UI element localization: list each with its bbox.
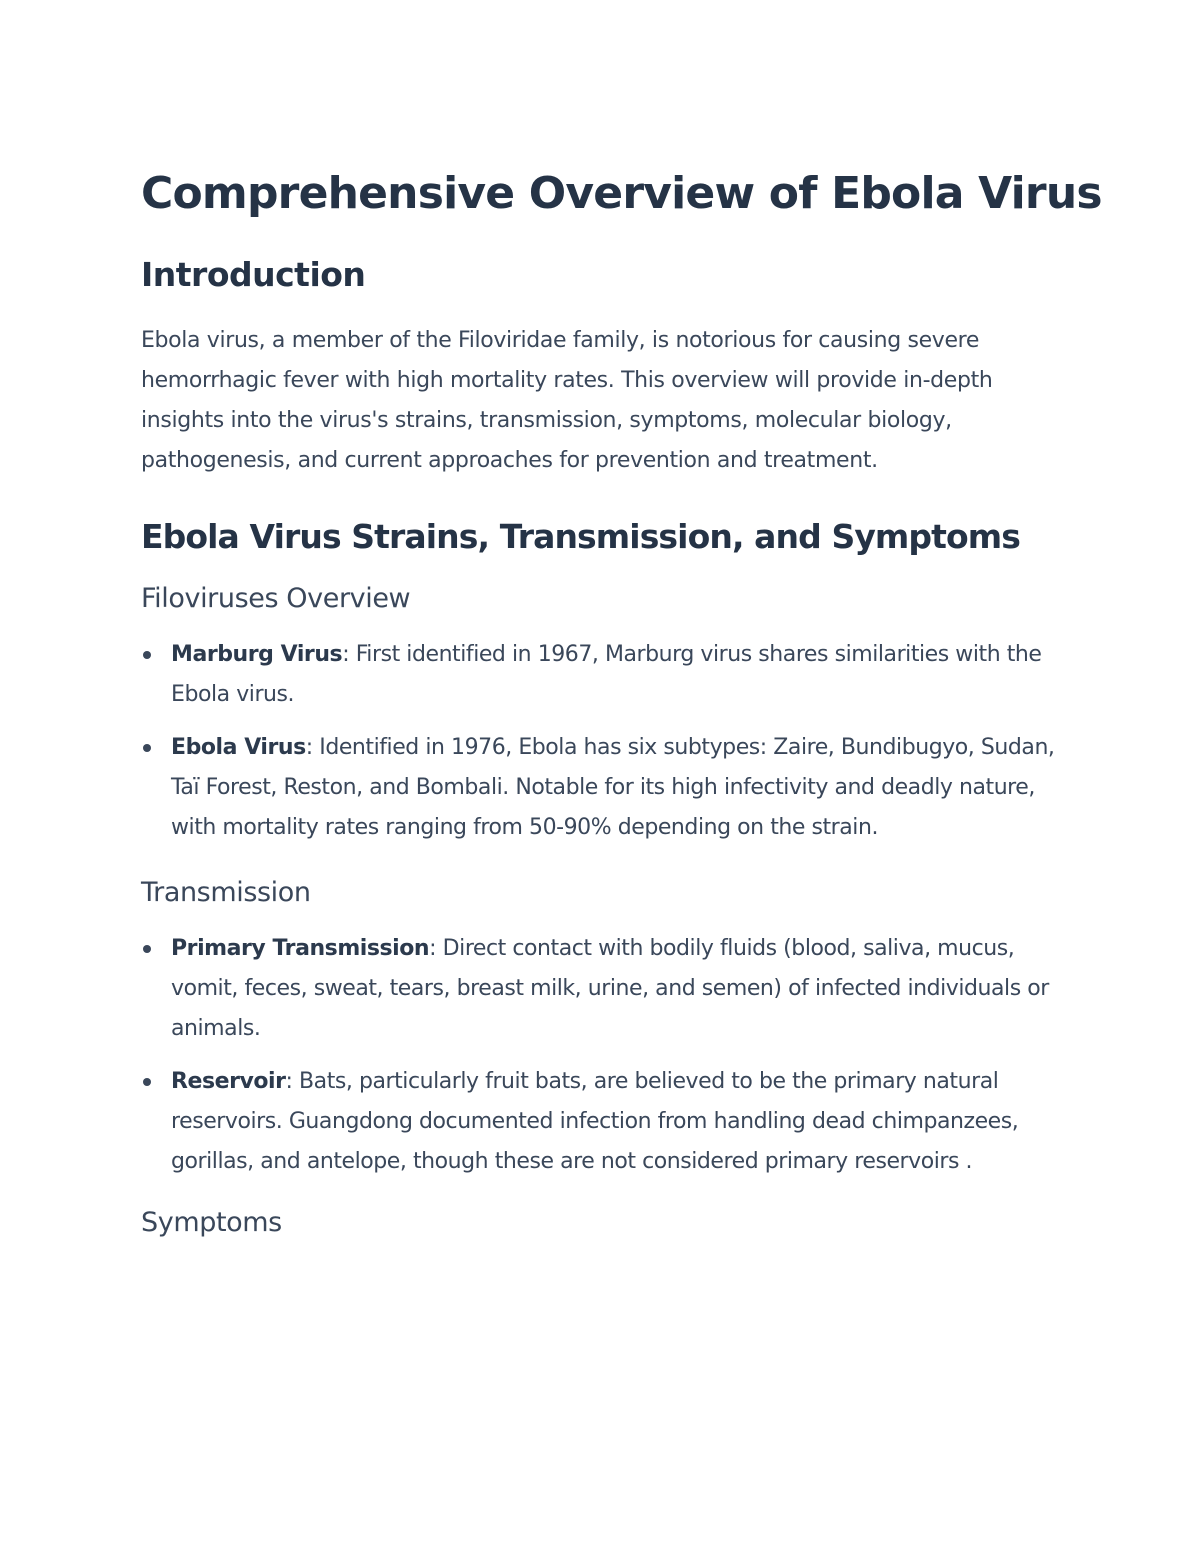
list-item-reservoir xyxy=(141,1062,1066,1182)
bullet-icon xyxy=(143,744,151,752)
list-item-term: Primary Transmission xyxy=(171,936,430,961)
list-item-text: : Identified in 1976, Ebola has six subtypes: Zaire, Bundibugyo, Sudan, Taï Forest, Reston, and Bombali. Notable for its high infectivity and deadly nature, with mortality rates ranging from 50-90% depending on the strain. xyxy=(171,735,1055,840)
document-title: Comprehensive Overview of Ebola Virus xyxy=(141,168,1102,219)
introduction-heading: Introduction xyxy=(141,255,366,294)
list-item-text: : First identified in 1967, Marburg virus shares similarities with the Ebola virus. xyxy=(171,642,1042,707)
list-item-primary-transmission xyxy=(141,929,1066,1049)
strains-section-heading: Ebola Virus Strains, Transmission, and Symptoms xyxy=(141,517,1021,556)
document-page xyxy=(141,163,1102,1243)
transmission-list xyxy=(141,929,1066,1182)
list-item-text: : Bats, particularly fruit bats, are believed to be the primary natural reservoirs. Guangdong documented infection from handling dead chimpanzees, gorillas, and antelope, though these are not considered primary reservoirs . xyxy=(171,1069,1019,1174)
list-item-term: Ebola Virus xyxy=(171,735,306,760)
filoviruses-overview-heading: Filoviruses Overview xyxy=(141,583,411,614)
bullet-icon xyxy=(143,945,151,953)
symptoms-heading: Symptoms xyxy=(141,1207,282,1238)
list-item-term: Reservoir xyxy=(171,1069,286,1094)
list-item-marburg xyxy=(141,635,1066,715)
list-item-text: : Direct contact with bodily fluids (blood, saliva, mucus, vomit, feces, sweat, tears, breast milk, urine, and semen) of infected individuals or animals. xyxy=(171,936,1049,1041)
introduction-paragraph: Ebola virus, a member of the Filoviridae family, is notorious for causing severe hemorrhagic fever with high mortality rates. This overview will provide in-depth insights into the virus's strains, transmission, symptoms, molecular biology, pathogenesis, and current approaches for prevention and treatment. xyxy=(141,328,993,473)
bullet-icon xyxy=(143,1078,151,1086)
list-item-term: Marburg Virus xyxy=(171,642,343,667)
list-item-ebola xyxy=(141,728,1066,848)
filoviruses-list xyxy=(141,635,1066,848)
transmission-heading: Transmission xyxy=(141,877,311,908)
bullet-icon xyxy=(143,651,151,659)
